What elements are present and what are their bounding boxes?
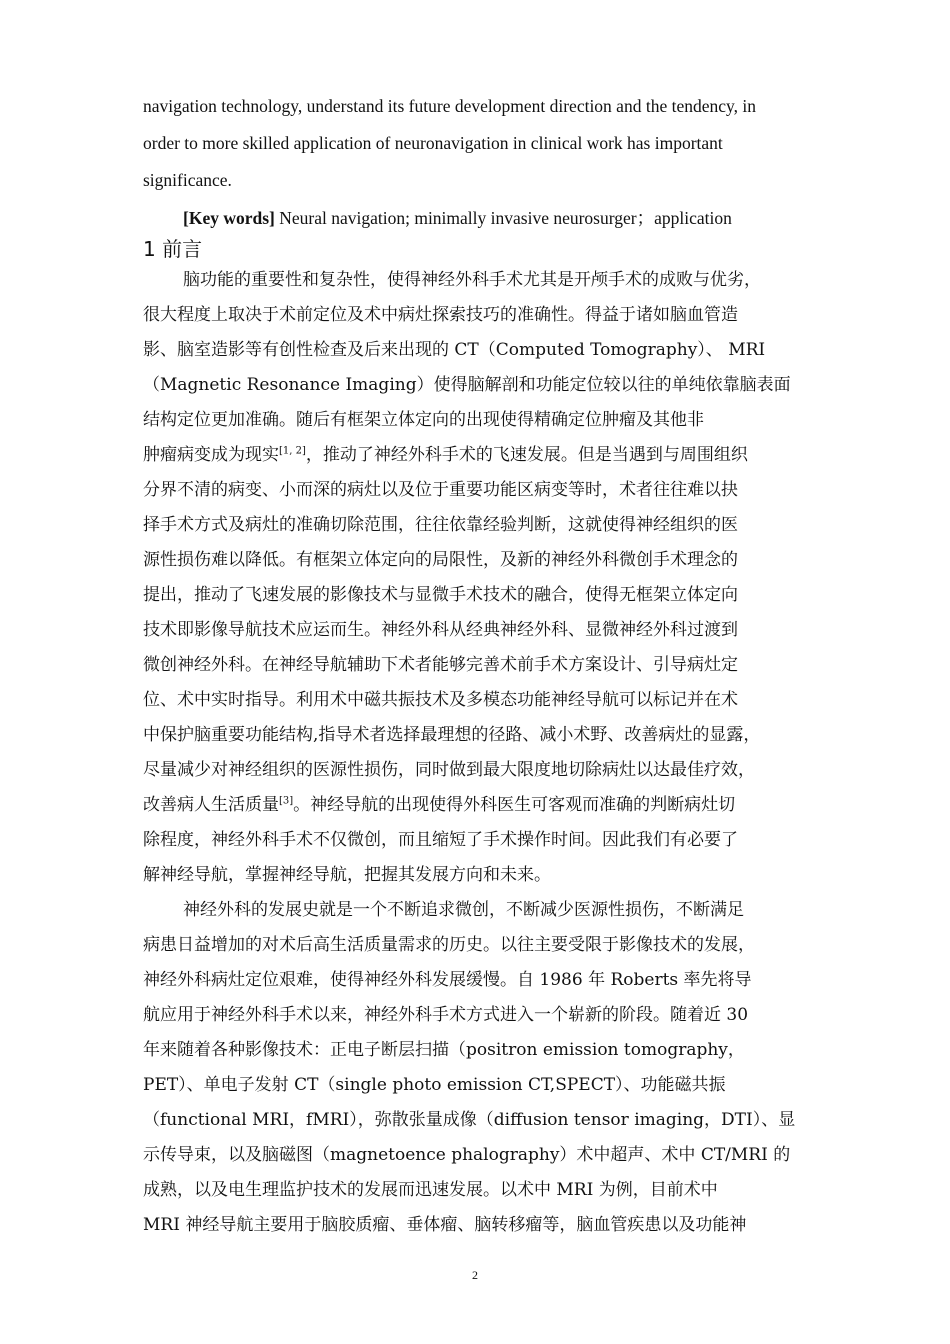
p2-line-9: 成熟，以及电生理监护技术的发展而迅速发展。以术中 MRI 为例，目前术中 bbox=[143, 1180, 718, 1200]
keywords-label: [Key words] bbox=[183, 208, 275, 228]
p2-line-7: （functional MRI，fMRI），弥散张量成像（diffusion tensor imaging，DTI）、显 bbox=[143, 1110, 796, 1130]
abstract-line-1: navigation technology, understand its future development direction and the tendency, in bbox=[143, 96, 756, 116]
page-number: 2 bbox=[472, 1268, 478, 1282]
p1-line-12: 微创神经外科。在神经导航辅助下术者能够完善术前手术方案设计、引导病灶定 bbox=[143, 655, 738, 675]
p1-line-6-text-b: ，推动了神经外科手术的飞速发展。但是当遇到与周围组织 bbox=[305, 445, 748, 465]
p1-line-16-text-a: 改善病人生活质量 bbox=[143, 795, 279, 815]
p1-line-2: 很大程度上取决于术前定位及术中病灶探索技巧的准确性。得益于诸如脑血管造 bbox=[143, 305, 738, 325]
p2-line-6: PET）、单电子发射 CT（single photo emission CT,SPECT）、功能磁共振 bbox=[143, 1075, 726, 1095]
abstract-line-2: order to more skilled application of neuronavigation in clinical work has important bbox=[143, 133, 723, 153]
p1-line-17: 除程度，神经外科手术不仅微创，而且缩短了手术操作时间。因此我们有必要了 bbox=[143, 830, 738, 850]
p1-line-15: 尽量减少对神经组织的医源性损伤，同时做到最大限度地切除病灶以达最佳疗效， bbox=[143, 760, 755, 780]
p1-line-16 bbox=[143, 794, 735, 816]
citation-ref-1-2[interactable]: [1, 2] bbox=[279, 445, 306, 457]
p1-line-11: 技术即影像导航技术应运而生。神经外科从经典神经外科、显微神经外科过渡到 bbox=[143, 620, 738, 640]
p2-line-10: MRI 神经导航主要用于脑胶质瘤、垂体瘤、脑转移瘤等，脑血管疾患以及功能神 bbox=[143, 1215, 747, 1235]
citation-ref-3[interactable]: [3] bbox=[279, 795, 294, 807]
p1-line-6 bbox=[143, 444, 748, 466]
p1-line-3: 影、脑室造影等有创性检查及后来出现的 CT（Computed Tomography）、 MRI bbox=[143, 340, 766, 360]
p1-line-5: 结构定位更加准确。随后有框架立体定向的出现使得精确定位肿瘤及其他非 bbox=[143, 410, 704, 430]
abstract-line-3: significance. bbox=[143, 170, 232, 190]
p1-line-8: 择手术方式及病灶的准确切除范围，往往依靠经验判断，这就使得神经组织的医 bbox=[143, 515, 738, 535]
keywords-text: Neural navigation; minimally invasive neurosurger；application bbox=[274, 208, 732, 228]
p2-line-4: 航应用于神经外科手术以来，神经外科手术方式进入一个崭新的阶段。随着近 30 bbox=[143, 1005, 749, 1025]
p2-line-5: 年来随着各种影像技术：正电子断层扫描（positron emission tomography， bbox=[143, 1040, 745, 1060]
p1-line-6-text-a: 肿瘤病变成为现实 bbox=[143, 445, 279, 465]
p1-line-16-text-b: 。神经导航的出现使得外科医生可客观而准确的判断病灶切 bbox=[293, 795, 736, 815]
keywords-line bbox=[183, 207, 732, 229]
p1-line-14: 中保护脑重要功能结构,指导术者选择最理想的径路、减小术野、改善病灶的显露， bbox=[143, 725, 761, 745]
p2-line-3: 神经外科病灶定位艰难，使得神经外科发展缓慢。自 1986 年 Roberts 率先将导 bbox=[143, 970, 752, 990]
p2-line-8: 示传导束，以及脑磁图（magnetoence phalography）术中超声、术中 CT/MRI 的 bbox=[143, 1145, 791, 1165]
p1-line-4: （Magnetic Resonance Imaging）使得脑解剖和功能定位较以往的单纯依靠脑表面 bbox=[143, 375, 791, 395]
p1-line-10: 提出，推动了飞速发展的影像技术与显微手术技术的融合，使得无框架立体定向 bbox=[143, 585, 738, 605]
p1-line-1: 脑功能的重要性和复杂性，使得神经外科手术尤其是开颅手术的成败与优劣， bbox=[183, 270, 761, 290]
p1-line-7: 分界不清的病变、小而深的病灶以及位于重要功能区病变等时，术者往往难以抉 bbox=[143, 480, 738, 500]
p2-line-1: 神经外科的发展史就是一个不断追求微创，不断减少医源性损伤，不断满足 bbox=[183, 900, 744, 920]
p1-line-13: 位、术中实时指导。利用术中磁共振技术及多模态功能神经导航可以标记并在术 bbox=[143, 690, 738, 710]
p1-line-9: 源性损伤难以降低。有框架立体定向的局限性，及新的神经外科微创手术理念的 bbox=[143, 550, 738, 570]
section-heading: 1 前言 bbox=[143, 237, 203, 261]
p2-line-2: 病患日益增加的对术后高生活质量需求的历史。以往主要受限于影像技术的发展， bbox=[143, 935, 755, 955]
p1-line-18: 解神经导航，掌握神经导航，把握其发展方向和未来。 bbox=[143, 865, 551, 885]
